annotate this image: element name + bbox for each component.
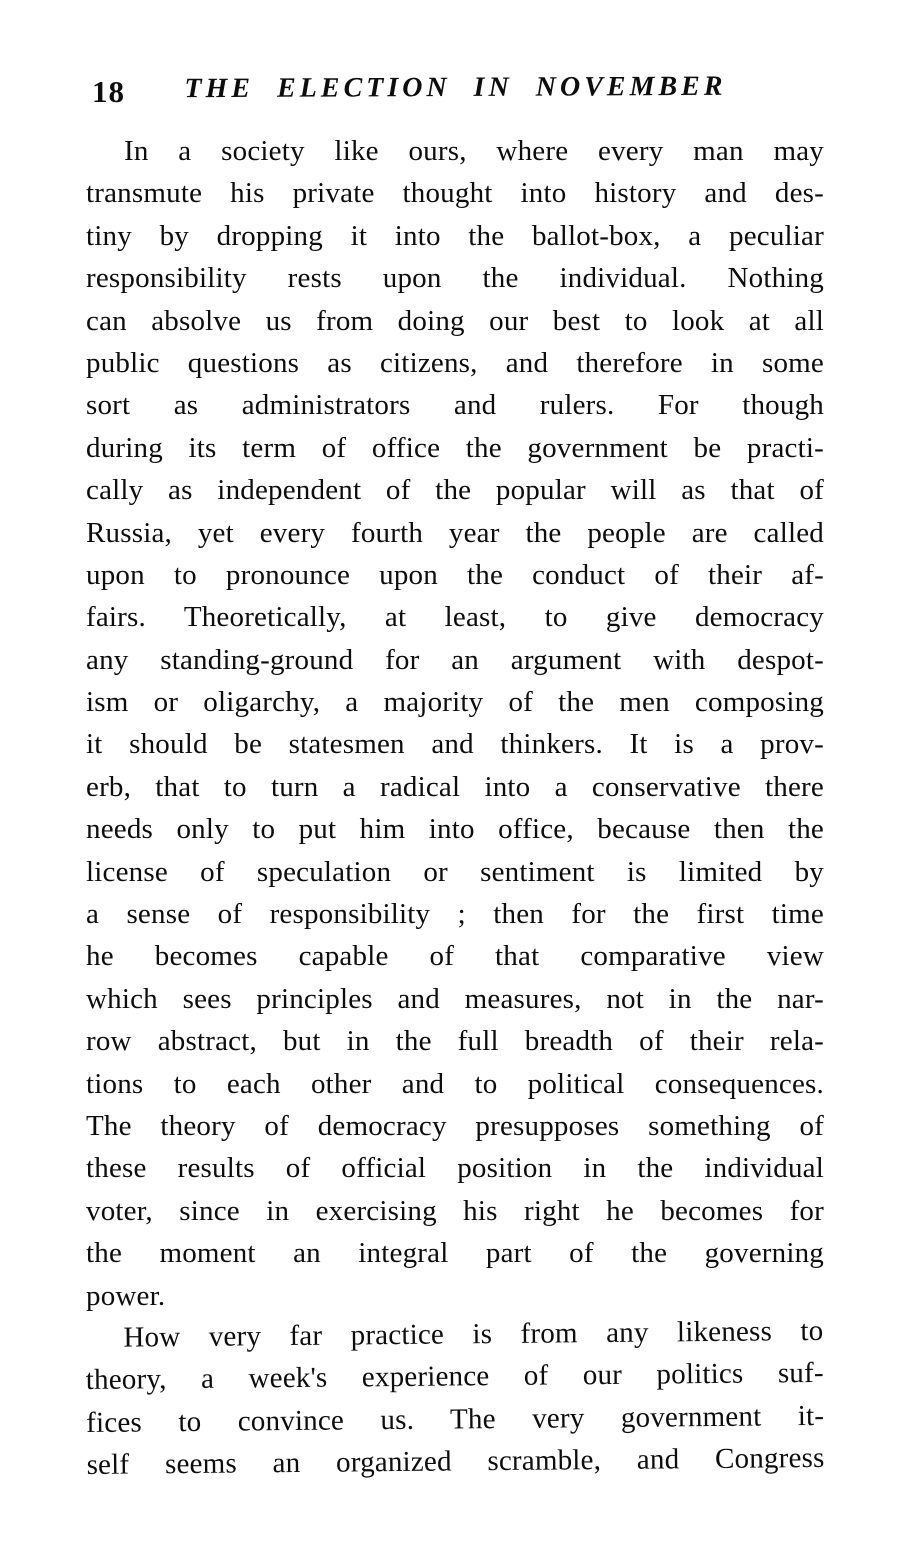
running-head (88, 72, 823, 112)
paragraph-2 (85, 1310, 825, 1487)
text-line: row abstract, but in the full breadth of their rela- (86, 1025, 824, 1058)
text-line: responsibility rests upon the individual. Nothing (86, 262, 824, 295)
text-line: needs only to put him into office, because then the (86, 813, 824, 846)
page-number: 18 (92, 74, 125, 109)
text-line: the moment an integral part of the governing (86, 1237, 824, 1270)
text-line: he becomes capable of that comparative view (86, 940, 824, 973)
paragraph-1 (86, 130, 824, 1317)
text-line: In a society like ours, where every man may (124, 135, 824, 167)
text-line: voter, since in exercising his right he becomes for (86, 1194, 824, 1227)
text-line: How very far practice is from any likeness to (123, 1314, 824, 1354)
text-line: license of speculation or sentiment is limited by (86, 855, 824, 888)
text-line: upon to pronounce upon the conduct of their af- (86, 558, 824, 591)
body-text (86, 130, 824, 1487)
text-line: tions to each other and to political consequences. (86, 1067, 824, 1100)
text-line: during its term of office the government be practi- (86, 431, 824, 464)
text-line: public questions as citizens, and therefore in some (86, 346, 824, 379)
text-line: theory, a week's experience of our politics suf- (85, 1357, 824, 1397)
text-line: The theory of democracy presupposes something of (86, 1109, 824, 1142)
text-line: self seems an organized scramble, and Congress (86, 1442, 825, 1482)
text-line: cally as independent of the popular will as that of (86, 474, 824, 507)
text-line: these results of official position in the individual (86, 1152, 824, 1185)
text-line: which sees principles and measures, not in the nar- (86, 982, 824, 1015)
text-line: tiny by dropping it into the ballot-box, a peculiar (86, 219, 824, 252)
text-line: Russia, yet every fourth year the people are called (86, 516, 824, 549)
text-line: fices to convince us. The very government it- (86, 1399, 825, 1439)
text-line: transmute his private thought into history and des- (86, 177, 824, 210)
text-line: any standing-ground for an argument with despot- (86, 643, 824, 676)
text-line: can absolve us from doing our best to look at all (86, 304, 824, 337)
running-header-title: THE ELECTION IN NOVEMBER (184, 70, 727, 105)
text-line: sort as administrators and rulers. For though (86, 389, 824, 422)
text-line: ism or oligarchy, a majority of the men composing (86, 686, 824, 719)
text-line: fairs. Theoretically, at least, to give democracy (86, 601, 824, 634)
text-line: power. (86, 1279, 166, 1312)
text-line: erb, that to turn a radical into a conservative there (86, 770, 824, 803)
text-line: it should be statesmen and thinkers. It is a prov- (86, 728, 824, 761)
text-line: a sense of responsibility ; then for the first time (86, 898, 824, 931)
